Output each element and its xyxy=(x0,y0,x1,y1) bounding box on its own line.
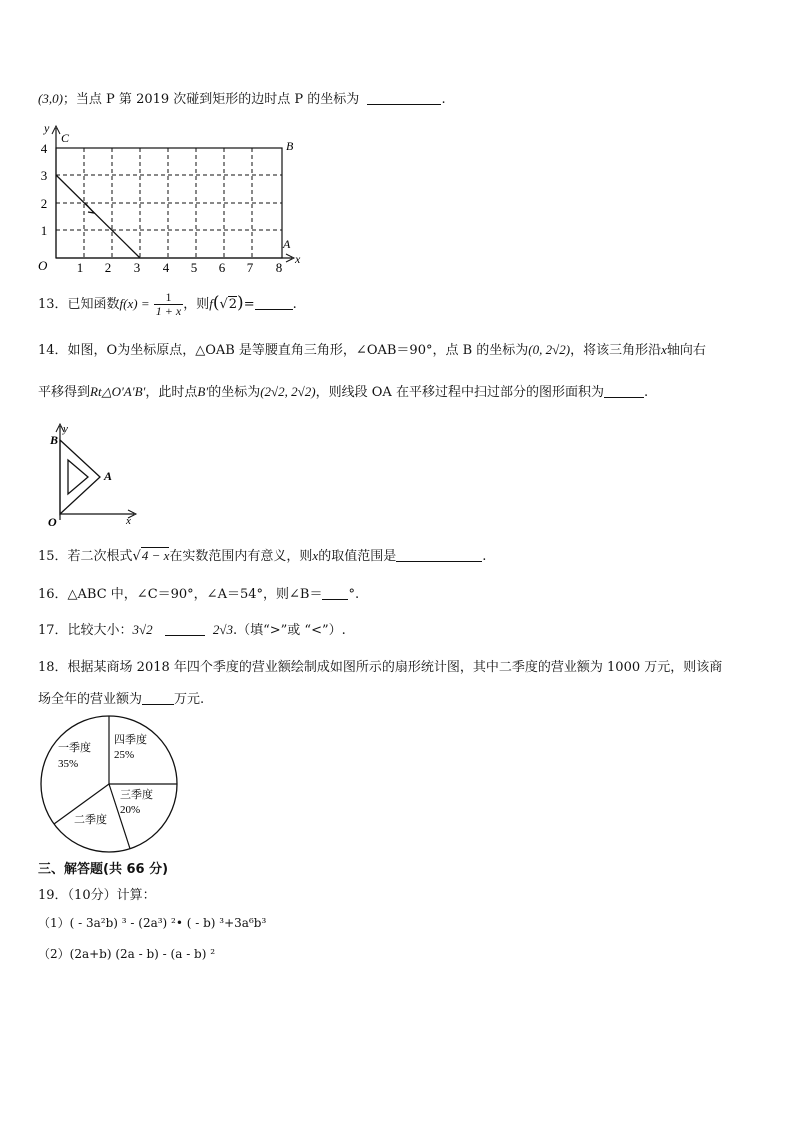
q15-line: 15．若二次根式√4 − x在实数范围内有意义，则x的取值范围是 . xyxy=(38,548,487,564)
origin-label: O xyxy=(38,258,48,273)
q16-answer-blank[interactable] xyxy=(322,587,348,600)
x-tick: 1 xyxy=(76,260,84,275)
point-a-label: A xyxy=(283,237,291,251)
q18-text-b: 万元. xyxy=(174,692,205,707)
x-tick: 4 xyxy=(162,260,170,275)
q17-rhs: 2√3 xyxy=(212,622,233,637)
q13-line: 13．已知函数f(x) = $\frac{1}{1 + x}$ ，则f(√2)= . xyxy=(38,290,297,318)
q14-text-a: 14．如图，O为坐标原点，△OAB 是等腰直角三角形，∠OAB＝90°，点 B 的坐标为 xyxy=(38,343,529,358)
fig14-a-label: A xyxy=(104,469,113,483)
point-c-label: C xyxy=(61,131,70,145)
q12-answer-blank[interactable] xyxy=(367,92,441,105)
q17-hint: .（填“>”或 “<”）. xyxy=(232,623,346,638)
x-axis-label: x xyxy=(295,252,301,266)
q14-triangle-figure xyxy=(44,422,144,528)
pie-label-q4: 四季度 xyxy=(114,734,147,746)
q12-line xyxy=(38,88,446,107)
q13-end: . xyxy=(292,297,297,312)
q15-text-a: 15．若二次根式 xyxy=(38,549,133,564)
q14-rt: Rt△O′A′B′ xyxy=(90,384,146,399)
q14-coord-bp: (2√2, 2√2) xyxy=(260,384,316,399)
q12-text: ；当点 P 第 2019 次碰到矩形的边时点 P 的坐标为 xyxy=(62,92,360,107)
q14-text-f: 的坐标为 xyxy=(208,385,261,400)
q17-text: 17．比较大小： xyxy=(38,623,133,638)
x-tick: 7 xyxy=(246,260,254,275)
q17-line xyxy=(38,619,346,638)
q13-fraction xyxy=(154,291,183,318)
x-tick: 6 xyxy=(218,260,226,275)
x-tick: 3 xyxy=(133,260,141,275)
y-tick: 3 xyxy=(40,168,48,183)
y-tick: 2 xyxy=(40,196,48,211)
pie-label-q1: 一季度 xyxy=(58,742,91,754)
q19-part1: （1）( - 3a²b) ³ - (2a³) ²• ( - b) ³+3a⁶b³ xyxy=(38,916,267,930)
q14-x: x xyxy=(661,342,667,357)
q14-text-g: ，则线段 OA 在平移过程中扫过部分的图形面积为 xyxy=(315,385,604,400)
pie-label-q3: 三季度 xyxy=(120,789,153,801)
q14-end: . xyxy=(643,385,649,400)
y-axis-label: y xyxy=(44,121,50,135)
x-tick: 5 xyxy=(190,260,198,275)
q14-line1 xyxy=(38,339,706,358)
quarterly-pie-chart xyxy=(38,713,180,855)
q12-grid-figure xyxy=(30,118,320,278)
frac-numerator: 1 xyxy=(154,291,183,305)
q14-text-d: 平移得到 xyxy=(38,385,91,400)
q14-bp: B′ xyxy=(197,384,209,399)
q12-prefix: (3,0) xyxy=(38,91,63,106)
frac-denominator: 1 + x xyxy=(155,304,182,318)
q14-coord-b: (0, 2√2) xyxy=(528,342,571,357)
q15-end: . xyxy=(482,549,487,564)
fig14-x-label: x xyxy=(126,515,131,527)
q19-title: 19．（10分）计算： xyxy=(38,888,156,903)
pie-value-q3: 20% xyxy=(120,804,141,816)
q14-text-e: ，此时点 xyxy=(145,385,198,400)
q14-text-b: ，将该三角形沿 xyxy=(570,343,662,358)
q19-part2: （2）(2a+b) (2a - b) - (a - b) ² xyxy=(38,947,216,961)
q14-answer-blank[interactable] xyxy=(604,385,644,398)
q12-end: . xyxy=(441,92,446,107)
q18-text-a: 场全年的营业额为 xyxy=(38,692,143,707)
q13-number: 13．已知函数 xyxy=(38,297,120,312)
q13-mid: ，则 xyxy=(183,297,210,312)
fig14-y-label: y xyxy=(63,423,68,435)
q13-f: f xyxy=(209,296,213,311)
q13-answer-blank[interactable] xyxy=(255,297,293,310)
q13-func: f(x) = xyxy=(119,296,150,311)
x-tick: 8 xyxy=(275,260,283,275)
q18-line1: 18．根据某商场 2018 年四个季度的营业额绘制成如图所示的扇形统计图，其中二季度的营业额为 1000 万元，则该商 xyxy=(38,660,723,675)
q16-text: 16．△ABC 中，∠C＝90°，∠A＝54°，则∠B＝ xyxy=(38,587,323,602)
fig14-b-label: B xyxy=(50,433,59,447)
fig14-o-label: O xyxy=(48,515,57,528)
q18-line2 xyxy=(38,688,204,707)
q15-radicand: 4 − x xyxy=(141,548,170,563)
x-tick: 2 xyxy=(104,260,112,275)
q13-radicand: 2 xyxy=(228,297,238,312)
q15-text-c: 的取值范围是 xyxy=(318,549,397,564)
q14-text-c: 轴向右 xyxy=(666,343,706,358)
q16-line xyxy=(38,583,359,602)
q15-text-b: 在实数范围内有意义，则 xyxy=(169,549,313,564)
pie-value-q4: 25% xyxy=(114,749,135,761)
q17-lhs: 3√2 xyxy=(132,622,153,637)
q15-x: x xyxy=(312,548,319,563)
q16-end: °. xyxy=(348,587,360,602)
y-tick: 4 xyxy=(40,141,48,156)
section-heading: 三、解答题(共 66 分) xyxy=(38,862,169,877)
q17-answer-blank[interactable] xyxy=(165,623,205,636)
q13-eq: = xyxy=(243,297,255,312)
q18-answer-blank[interactable] xyxy=(142,692,174,705)
y-tick: 1 xyxy=(40,223,48,238)
pie-label-q2: 二季度 xyxy=(74,814,107,826)
pie-value-q1: 35% xyxy=(58,758,79,770)
q15-answer-blank[interactable] xyxy=(396,549,482,562)
q14-line2 xyxy=(38,381,648,400)
point-b-label: B xyxy=(286,139,294,153)
